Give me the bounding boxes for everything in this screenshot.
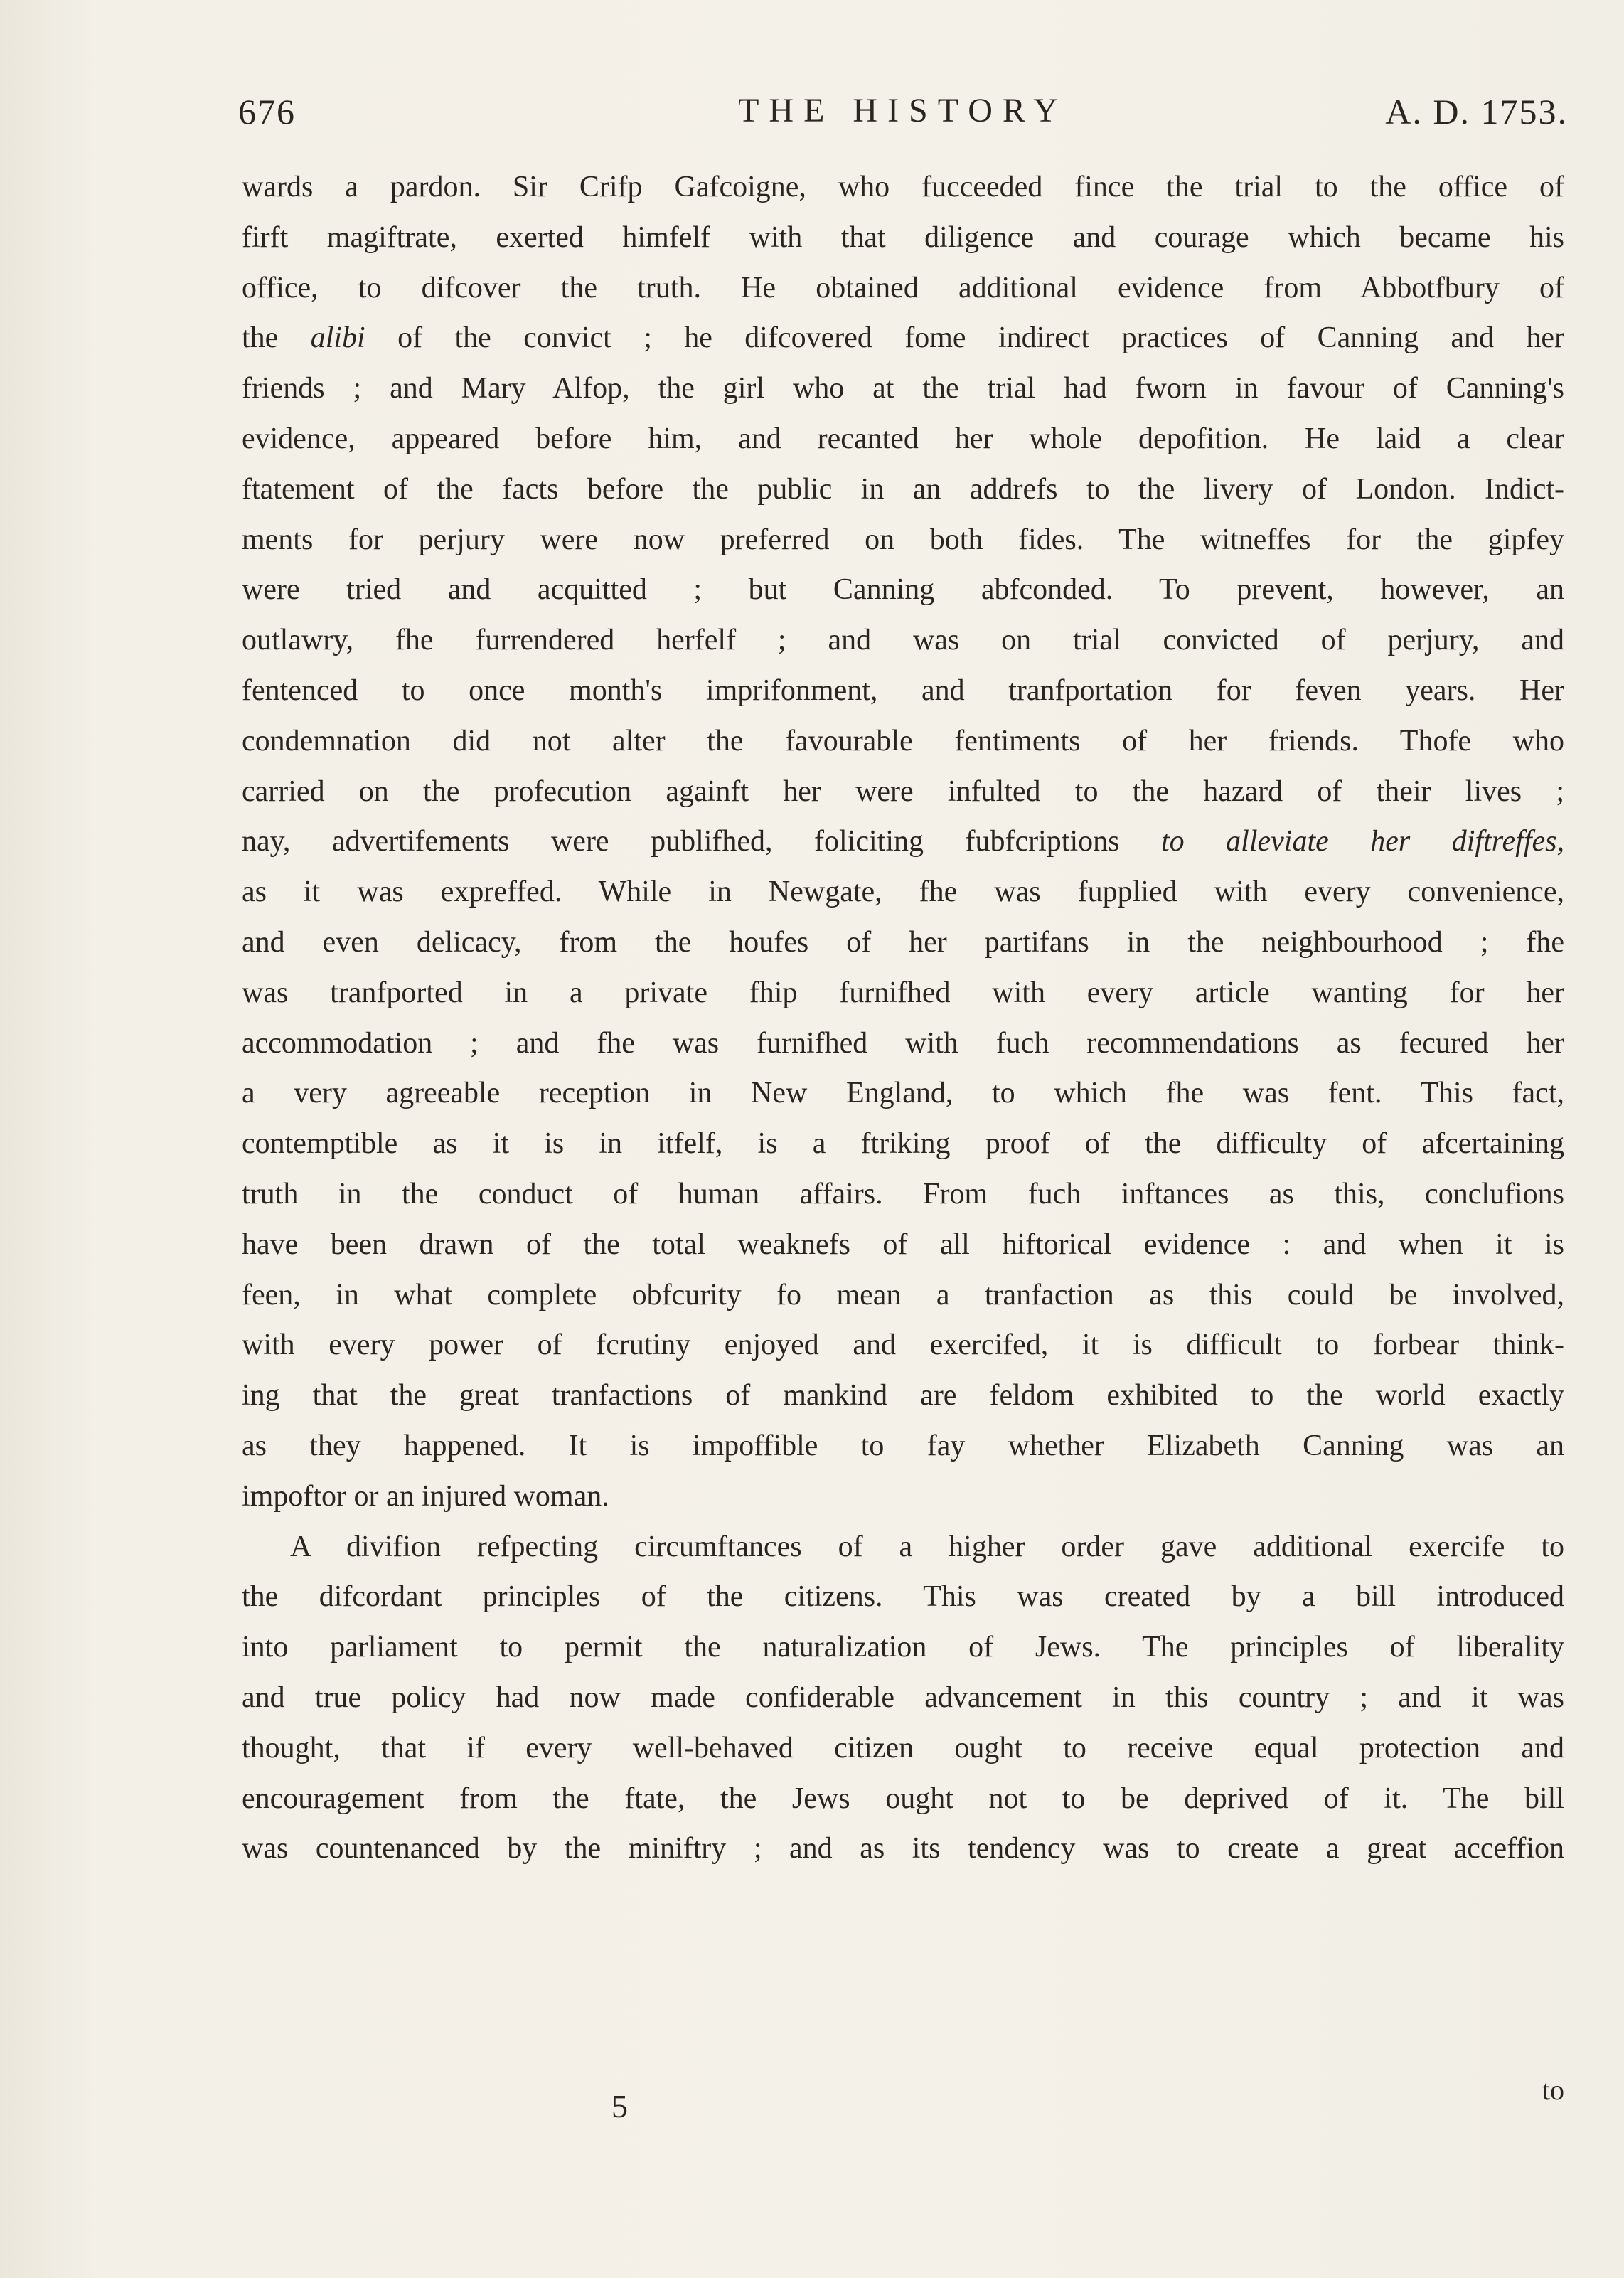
text-line: into parliament to permit the naturalization of Jews. The principles of liberality — [242, 1631, 1564, 1664]
text-line: with every power of fcrutiny enjoyed and exercifed, it is difficult to forbear think- — [242, 1329, 1564, 1362]
catchword: to — [1542, 2074, 1564, 2106]
text-line: impoftor or an injured woman. — [242, 1479, 609, 1513]
running-title: THE HISTORY — [738, 92, 1068, 129]
text-line: were tried and acquitted ; but Canning abfconded. To prevent, however, an — [242, 573, 1564, 607]
text-line: truth in the conduct of human affairs. From fuch inftances as this, conclufions — [242, 1177, 1564, 1210]
page-footer — [242, 2074, 1564, 2137]
year-marker: A. D. 1753. — [1385, 92, 1568, 132]
text-line: have been drawn of the total weaknefs of all hiftorical evidence : and when it is — [242, 1228, 1564, 1261]
italic-phrase: to alleviate her diftreffes, — [1160, 825, 1564, 858]
text-line: as it was expreffed. While in Newgate, fhe was fupplied with every convenience, — [242, 875, 1564, 909]
text-line: fentenced to once month's imprifonment, and tranfportation for feven years. Her — [242, 674, 1564, 707]
text-line: outlawry, fhe furrendered herfelf ; and was on trial convicted of perjury, and — [242, 624, 1564, 657]
text-line: friends ; and Mary Alfop, the girl who at the trial had fworn in favour of Canning's — [242, 372, 1564, 405]
text-line: accommodation ; and fhe was furnifhed with fuch recommendations as fecured her — [242, 1026, 1564, 1060]
text-line: was countenanced by the miniftry ; and as its tendency was to create a great acceffion — [242, 1832, 1564, 1865]
text-line: condemnation did not alter the favourable fentiments of her friends. Thofe who — [242, 724, 1564, 757]
text-line: as they happened. It is impoffible to fay whether Elizabeth Canning was an — [242, 1429, 1564, 1462]
text-line: carried on the profecution againft her were infulted to the hazard of their lives ; — [242, 775, 1564, 808]
page-number: 676 — [238, 92, 296, 132]
text-line: firft magiftrate, exerted himfelf with that diligence and courage which became his — [242, 220, 1564, 254]
text-line: ing that the great tranfactions of mankind are feldom exhibited to the world exactly — [242, 1379, 1564, 1412]
body-text — [242, 162, 1564, 1874]
text-line: contemptible as it is in itfelf, is a ftriking proof of the difficulty of afcertaining — [242, 1127, 1564, 1161]
signature-mark: 5 — [611, 2088, 628, 2124]
text-line: and true policy had now made confiderable advancement in this country ; and it was — [242, 1681, 1564, 1714]
text-line: and even delicacy, from the houfes of her partifans in the neighbourhood ; fhe — [242, 925, 1564, 959]
running-head — [238, 91, 1568, 141]
text-line: encouragement from the ftate, the Jews ought not to be deprived of it. The bill — [242, 1782, 1564, 1815]
text-line: nay, advertifements were publifhed, foliciting fubfcriptions to alleviate her diftreffes, — [242, 825, 1564, 858]
text-line: evidence, appeared before him, and recanted her whole depofition. He laid a clear — [242, 422, 1564, 455]
text-line: A divifion refpecting circumftances of a higher order gave additional exercife to — [290, 1530, 1564, 1563]
text-line: ments for perjury were now preferred on both fides. The witneffes for the gipfey — [242, 523, 1564, 556]
text-line: feen, in what complete obfcurity fo mean a tranfaction as this could be involved, — [242, 1278, 1564, 1311]
text-line: a very agreeable reception in New England, to which fhe was fent. This fact, — [242, 1077, 1564, 1110]
text-line: the difcordant principles of the citizens. This was created by a bill introduced — [242, 1580, 1564, 1614]
text-line: ftatement of the facts before the public in an addrefs to the livery of London. Indict- — [242, 472, 1564, 506]
text-line: office, to difcover the truth. He obtained additional evidence from Abbotfbury of — [242, 271, 1564, 304]
text-line: thought, that if every well-behaved citizen ought to receive equal protection and — [242, 1731, 1564, 1765]
text-line: wards a pardon. Sir Crifp Gafcoigne, who fucceeded fince the trial to the office of — [242, 171, 1564, 203]
text-line: was tranfported in a private fhip furnifhed with every article wanting for her — [242, 976, 1564, 1009]
text-line: the alibi of the convict ; he difcovered fome indirect practices of Canning and her — [242, 321, 1564, 355]
italic-phrase: alibi — [310, 321, 365, 355]
